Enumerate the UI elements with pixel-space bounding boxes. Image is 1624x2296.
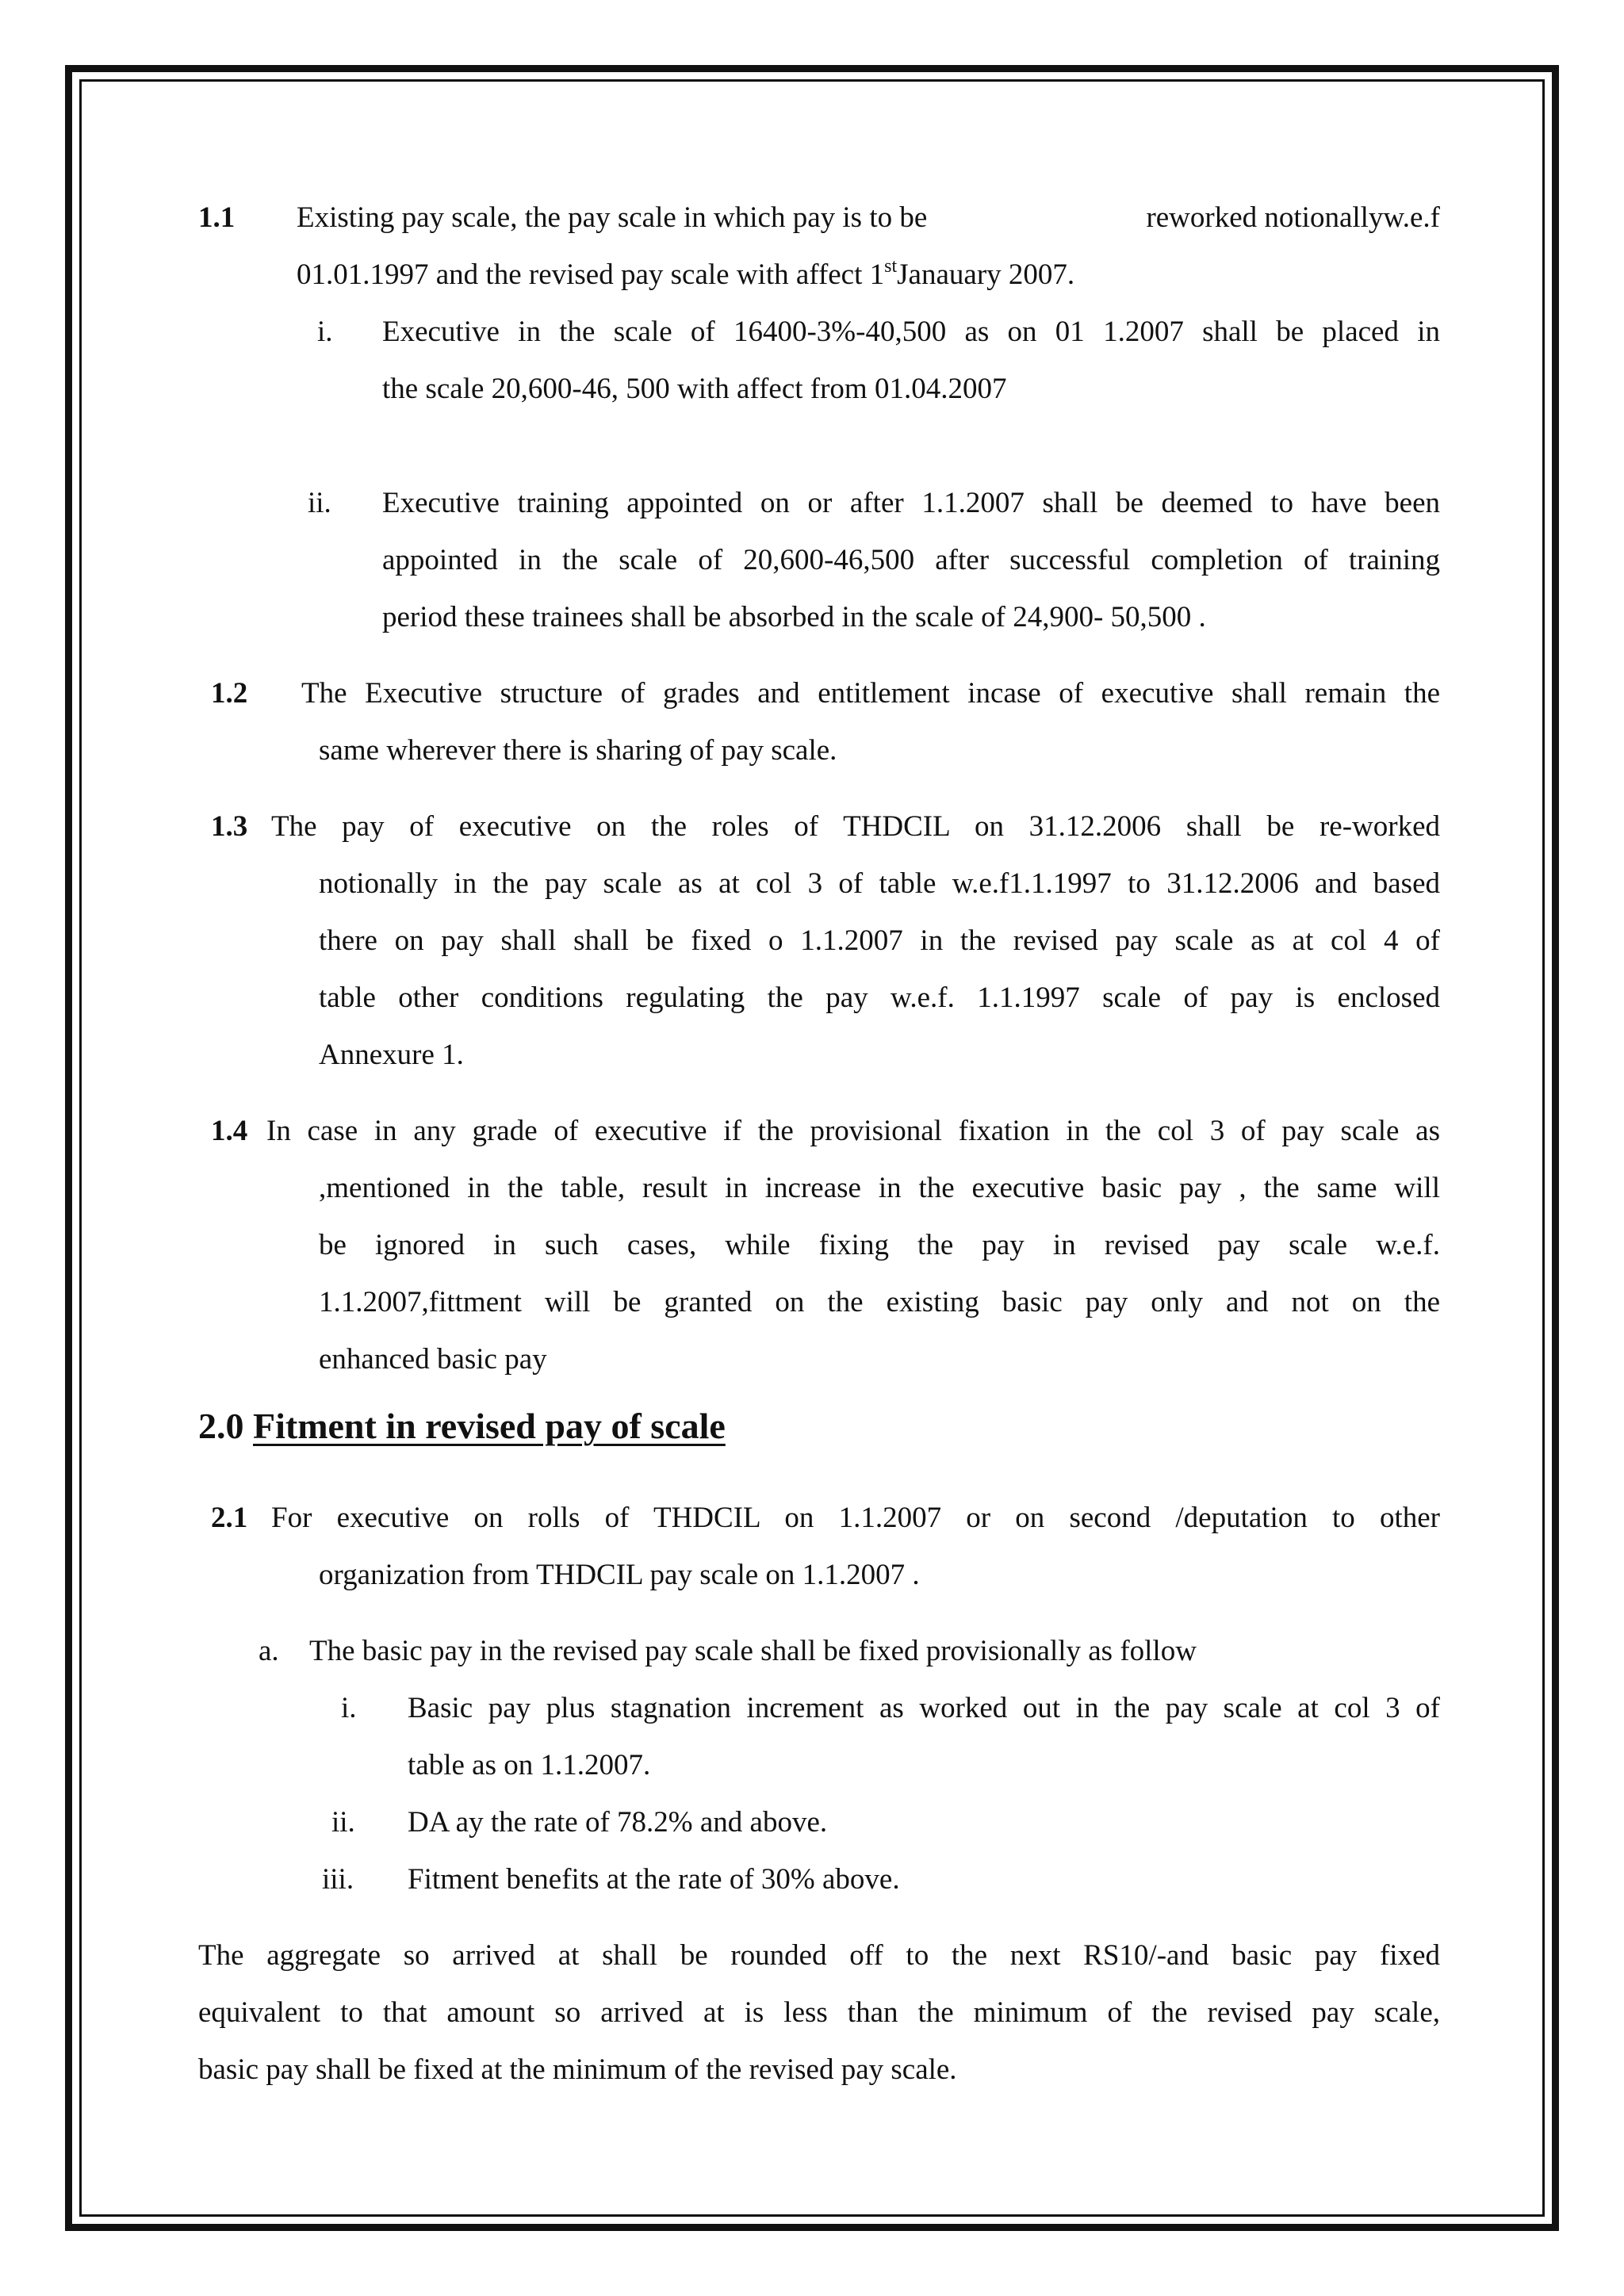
section-1-1-item-ii-line-2: appointed in the scale of 20,600-46,500 after successful completion of training bbox=[382, 544, 1440, 576]
section-2-1-item-iii-text: Fitment benefits at the rate of 30% above. bbox=[408, 1863, 900, 1896]
section-1-4-number: 1.4 bbox=[211, 1115, 248, 1147]
section-2-1-item-a-text: The basic pay in the revised pay scale shall be fixed provisionally as follow bbox=[309, 1635, 1197, 1667]
section-1-2-line-1: The Executive structure of grades and entitlement incase of executive shall remain the bbox=[301, 677, 1440, 710]
section-2-1-line-1: For executive on rolls of THDCIL on 1.1.2007 or on second /deputation to other bbox=[271, 1502, 1440, 1534]
section-2-0-heading bbox=[198, 1408, 726, 1445]
section-2-0-title: Fitment in revised pay of scale bbox=[253, 1406, 726, 1446]
section-1-1-line-1b: reworked notionallyw.e.f bbox=[1146, 201, 1440, 234]
section-1-1-item-ii-line-1: Executive training appointed on or after 1.1.2007 shall be deemed to have been bbox=[382, 487, 1440, 519]
section-1-4-line-3: be ignored in such cases, while fixing the pay in revised pay scale w.e.f. bbox=[319, 1229, 1440, 1261]
section-1-2-number: 1.2 bbox=[211, 677, 248, 710]
closing-paragraph-line-1: The aggregate so arrived at shall be rounded off to the next RS10/-and basic pay fixed bbox=[198, 1939, 1440, 1972]
section-1-1-item-ii-number: ii. bbox=[308, 487, 331, 519]
section-1-3-line-1: The pay of executive on the roles of THDCIL on 31.12.2006 shall be re-worked bbox=[271, 810, 1440, 843]
section-1-3-line-3: there on pay shall shall be fixed o 1.1.2007 in the revised pay scale as at col 4 of bbox=[319, 924, 1440, 957]
section-1-4-line-2: ,mentioned in the table, result in increase in the executive basic pay , the same will bbox=[319, 1172, 1440, 1204]
section-2-0-number: 2.0 bbox=[198, 1406, 244, 1446]
section-2-1-line-2: organization from THDCIL pay scale on 1.1.2007 . bbox=[319, 1559, 920, 1591]
section-2-1-item-ii-number: ii. bbox=[331, 1806, 355, 1839]
section-1-1-item-i-number: i. bbox=[317, 316, 333, 348]
section-1-1-item-i-line-1: Executive in the scale of 16400-3%-40,500 as on 01 1.2007 shall be placed in bbox=[382, 316, 1440, 348]
section-1-3-line-5: Annexure 1. bbox=[319, 1039, 464, 1071]
closing-paragraph-line-3: basic pay shall be fixed at the minimum of the revised pay scale. bbox=[198, 2053, 957, 2086]
section-1-4-line-4: 1.1.2007,fittment will be granted on the existing basic pay only and not on the bbox=[319, 1286, 1440, 1318]
section-2-1-number: 2.1 bbox=[211, 1502, 248, 1534]
section-1-4-line-5: enhanced basic pay bbox=[319, 1343, 547, 1376]
section-1-1-item-ii-line-3: period these trainees shall be absorbed in the scale of 24,900- 50,500 . bbox=[382, 601, 1206, 633]
section-1-3-line-2: notionally in the pay scale as at col 3 of table w.e.f1.1.1997 to 31.12.2006 and based bbox=[319, 867, 1440, 900]
section-1-1-line-1a: Existing pay scale, the pay scale in which pay is to be bbox=[297, 201, 928, 234]
section-1-3-line-4: table other conditions regulating the pay w.e.f. 1.1.1997 scale of pay is enclosed bbox=[319, 982, 1440, 1014]
closing-paragraph-line-2: equivalent to that amount so arrived at is less than the minimum of the revised pay scale, bbox=[198, 1996, 1440, 2029]
section-2-1-item-a-marker: a. bbox=[259, 1635, 279, 1667]
section-2-1-item-ii-text: DA ay the rate of 78.2% and above. bbox=[408, 1806, 828, 1839]
section-2-1-item-i-number: i. bbox=[341, 1692, 357, 1724]
section-1-2-line-2: same wherever there is sharing of pay scale. bbox=[319, 734, 837, 767]
section-2-1-item-iii-number: iii. bbox=[322, 1863, 354, 1896]
section-1-1-item-i-line-2: the scale 20,600-46, 500 with affect from 01.04.2007 bbox=[382, 373, 1007, 405]
section-1-3-number: 1.3 bbox=[211, 810, 248, 843]
section-1-4-line-1: In case in any grade of executive if the provisional fixation in the col 3 of pay scale as bbox=[266, 1115, 1440, 1147]
section-2-1-item-i-line-1: Basic pay plus stagnation increment as worked out in the pay scale at col 3 of bbox=[408, 1692, 1440, 1724]
section-1-1-number: 1.1 bbox=[198, 201, 236, 234]
section-1-1-line-2: 01.01.1997 and the revised pay scale with affect 1stJanauary 2007. bbox=[297, 255, 1075, 291]
section-2-1-item-i-line-2: table as on 1.1.2007. bbox=[408, 1749, 651, 1781]
